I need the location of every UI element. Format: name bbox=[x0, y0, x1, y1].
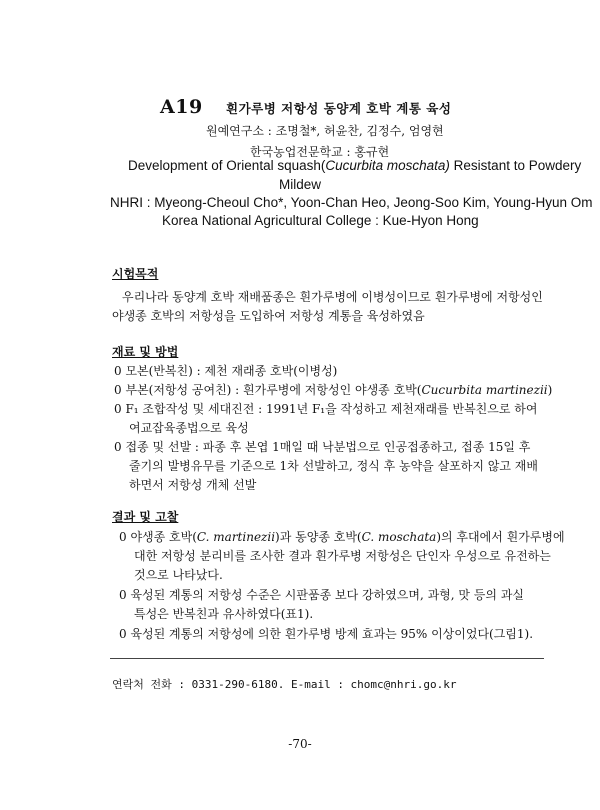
authors-korean: 원예연구소 : 조명철*, 허윤찬, 김정수, 엄영현 bbox=[206, 124, 444, 138]
methods-item4-line2: 줄기의 발병유무를 기준으로 1차 선발하고, 정식 후 농약을 살포하지 않고 재배 bbox=[129, 459, 538, 473]
methods-item2-pre: 0 부본(저항성 공여친) : 흰가루병에 저항성인 야생종 호박( bbox=[114, 383, 422, 397]
page-number: -70- bbox=[288, 737, 312, 751]
results-item1-species1: C. martinezii bbox=[196, 530, 276, 544]
title-english-post: Resistant to Powdery bbox=[449, 158, 582, 173]
methods-item1: 0 모본(반복친) : 제천 재래종 호박(이병성) bbox=[114, 364, 338, 378]
results-item3-line1: 0 육성된 계통의 저항성에 의한 흰가루병 방제 효과는 95% 이상이었다(그림1). bbox=[119, 627, 534, 641]
results-item1-line2: 대한 저항성 분리비를 조사한 결과 흰가루병 저항성은 단인자 우성으로 유전하는 bbox=[134, 549, 551, 563]
objective-heading: 시험목적 bbox=[112, 267, 159, 281]
methods-item4-line1: 0 접종 및 선발 : 파종 후 본엽 1매일 때 낙분법으로 인공접종하고, 접종 15일 후 bbox=[114, 440, 531, 454]
title-english-species: Cucurbita moschata) bbox=[325, 158, 450, 173]
results-item1-line3: 것으로 나타났다. bbox=[134, 568, 223, 582]
footer-divider bbox=[110, 658, 544, 659]
results-item1-mid: )과 동양종 호박( bbox=[275, 530, 362, 544]
results-item1-line1 bbox=[119, 528, 565, 545]
title-english-line2: Mildew bbox=[278, 177, 321, 192]
results-item2-line1: 0 육성된 계통의 저항성 수준은 시판품종 보다 강하였으며, 과형, 맛 등의 과실 bbox=[119, 588, 524, 602]
title-korean: 흰가루병 저항성 동양계 호박 계통 육성 bbox=[226, 101, 452, 116]
methods-item4-line3: 하면서 저항성 개체 선발 bbox=[129, 478, 257, 492]
results-item2-line2: 특성은 반복친과 유사하였다(표1). bbox=[134, 607, 314, 621]
title-english-pre: Development of Oriental squash( bbox=[128, 158, 326, 173]
results-item1-pre: 0 야생종 호박( bbox=[119, 530, 197, 544]
results-heading: 결과 및 고찰 bbox=[112, 510, 179, 524]
results-item1-post: )의 후대에서 흰가루병에 bbox=[436, 530, 565, 544]
methods-item3-line1: 0 F₁ 조합작성 및 세대진전 : 1991년 F₁을 작성하고 제천재래를 반복친으로 하여 bbox=[114, 402, 538, 416]
methods-item2 bbox=[114, 381, 552, 398]
affiliation-english: Korea National Agricultural College : Kue-Hyon Hong bbox=[162, 213, 479, 228]
authors-english: NHRI : Myeong-Cheoul Cho*, Yoon-Chan Heo, Jeong-Soo Kim, Young-Hyun Om bbox=[110, 195, 593, 210]
affiliation-korean: 한국농업전문학교 : 홍규현 bbox=[250, 145, 390, 159]
methods-item2-post: ) bbox=[547, 383, 553, 397]
abstract-code: A19 bbox=[160, 96, 203, 118]
objective-line2: 야생종 호박의 저항성을 도입하여 저항성 계통을 육성하였음 bbox=[112, 309, 425, 323]
methods-item2-species: Cucurbita martinezii bbox=[421, 383, 548, 397]
contact-info: 연락처 전화 : 0331-290-6180. E-mail : chomc@nhri.go.kr bbox=[112, 678, 457, 691]
objective-line1: 우리나라 동양계 호박 재배품종은 흰가루병에 이병성이므로 흰가루병에 저항성인 bbox=[122, 290, 543, 304]
title-english-line1 bbox=[128, 158, 581, 173]
methods-item3-line2: 여교잡육종법으로 육성 bbox=[129, 421, 249, 435]
results-item1-species2: C. moschata bbox=[361, 530, 437, 544]
methods-heading: 재료 및 방법 bbox=[112, 345, 179, 359]
